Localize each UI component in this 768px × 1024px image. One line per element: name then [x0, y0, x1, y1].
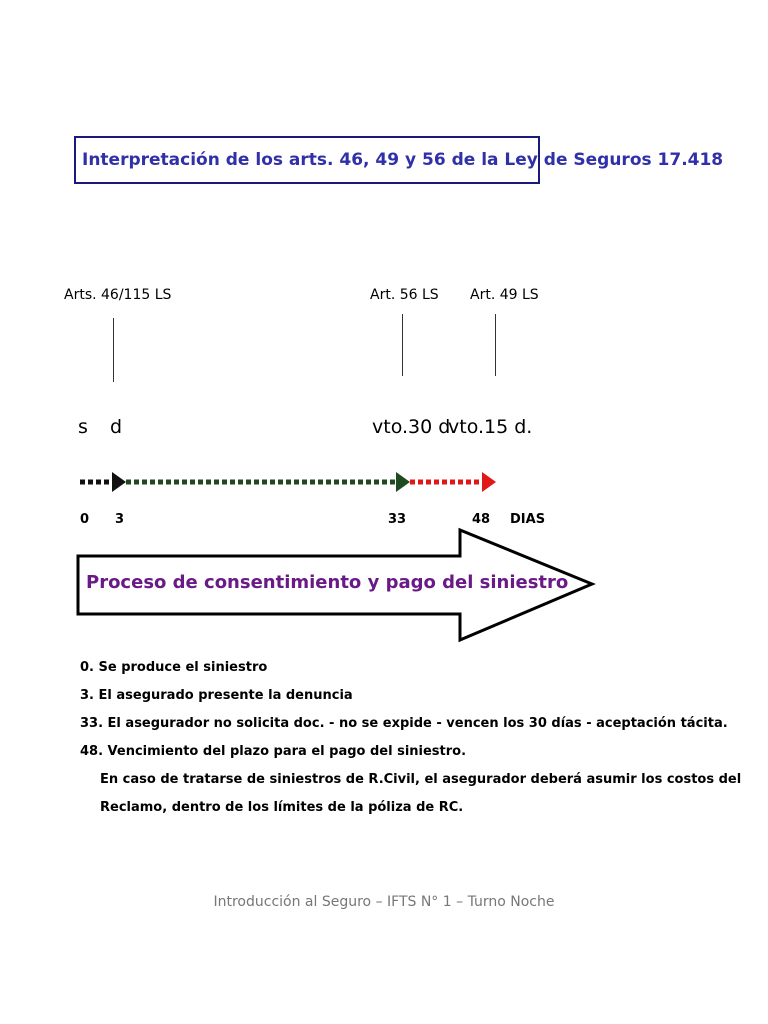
event-label-vto15: vto.15 d. — [448, 416, 533, 438]
marker-line-3 — [113, 318, 114, 382]
article-label-46-115: Arts. 46/115 LS — [64, 287, 172, 303]
legend — [80, 654, 742, 822]
timeline — [0, 468, 768, 498]
legend-item-33: 33. El asegurador no solicita doc. - no se expide - vencen los 30 días - aceptación tácita. — [80, 716, 728, 731]
article-label-56: Art. 56 LS — [370, 287, 439, 303]
legend-item-0: 0. Se produce el siniestro — [80, 660, 268, 675]
tick-label-48: 48 — [472, 512, 491, 527]
marker-line-48 — [495, 314, 496, 376]
timeline-arrowhead-3 — [112, 472, 126, 492]
timeline-arrowhead-48 — [482, 472, 496, 492]
tick-label-unit: DIAS — [510, 512, 546, 527]
tick-label-33: 33 — [388, 512, 407, 527]
legend-item-48: 48. Vencimiento del plazo para el pago del siniestro. — [80, 744, 467, 759]
event-label-s: s — [78, 416, 88, 438]
page-title: Interpretación de los arts. 46, 49 y 56 de la Ley de Seguros 17.418 — [82, 150, 724, 170]
legend-item-3: 3. El asegurado presente la denuncia — [80, 688, 353, 703]
footer: Introducción al Seguro – IFTS N° 1 – Turno Noche — [213, 894, 555, 910]
legend-note-line-2: Reclamo, dentro de los límites de la póliza de RC. — [100, 800, 464, 815]
marker-line-33 — [402, 314, 403, 376]
tick-label-3: 3 — [115, 512, 125, 527]
event-label-vto30: vto.30 d. — [372, 416, 457, 438]
event-label-d: d — [110, 416, 123, 438]
tick-label-0: 0 — [80, 512, 90, 527]
article-label-49: Art. 49 LS — [470, 287, 539, 303]
legend-note-line-1: En caso de tratarse de siniestros de R.Civil, el asegurador deberá asumir los costos del — [100, 772, 742, 787]
timeline-arrowhead-33 — [396, 472, 410, 492]
process-label: Proceso de consentimiento y pago del siniestro — [86, 572, 569, 593]
